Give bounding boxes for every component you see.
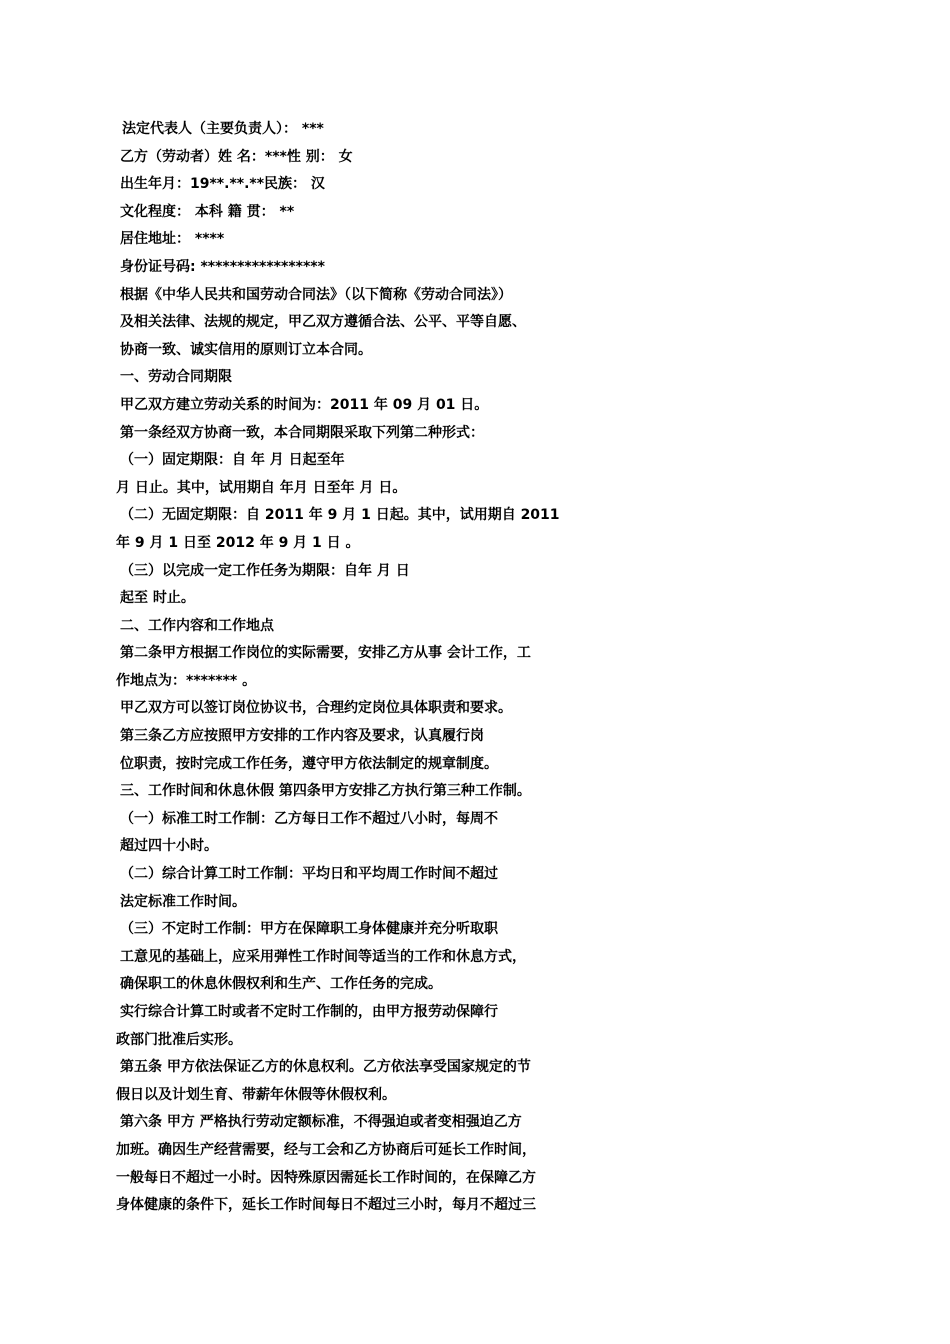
text-line: 月 日止。其中，试用期自 年月 日至年 月 日。 [116, 479, 407, 496]
text-line: 第六条 甲方 严格执行劳动定额标准，不得强迫或者变相强迫乙方 [120, 1114, 522, 1131]
text-line: （三）以完成一定工作任务为期限：自年 月 日 [120, 562, 410, 579]
text-line: 协商一致、诚实信用的原则订立本合同。 [120, 341, 372, 358]
text-line: 二、工作内容和工作地点 [120, 617, 274, 634]
text-line: 及相关法律、法规的规定，甲乙双方遵循合法、公平、平等自愿、 [120, 314, 526, 331]
text-line: 文化程度： 本科 籍 贯： ** [120, 203, 295, 220]
text-line: 作地点为：******* 。 [116, 672, 257, 689]
text-line: 第一条经双方协商一致，本合同期限采取下列第二种形式： [120, 424, 484, 441]
text-line: 第五条 甲方依法保证乙方的休息权利。乙方依法享受国家规定的节 [120, 1059, 531, 1076]
text-line: 起至 时止。 [120, 590, 195, 607]
text-line: 根据《中华人民共和国劳动合同法》（以下简称《劳动合同法》） [120, 286, 512, 303]
text-line: 确保职工的休息休假权利和生产、工作任务的完成。 [120, 976, 442, 993]
text-line: 政部门批准后实形。 [116, 1031, 242, 1048]
text-line: 出生年月：19**.**.**民族： 汉 [120, 176, 325, 193]
text-line: （三）不定时工作制：甲方在保障职工身体健康并充分听取职 [120, 921, 498, 938]
text-line: 位职责，按时完成工作任务，遵守甲方依法制定的规章制度。 [120, 755, 498, 772]
text-line: 居住地址： **** [120, 231, 225, 248]
text-line: （一）标准工时工作制：乙方每日工作不超过八小时，每周不 [120, 810, 498, 827]
text-line: （二）综合计算工时工作制：平均日和平均周工作时间不超过 [120, 866, 498, 883]
text-line: 第二条甲方根据工作岗位的实际需要，安排乙方从事 会计工作，工 [120, 645, 531, 662]
text-line: 甲乙双方建立劳动关系的时间为：2011 年 09 月 01 日。 [120, 396, 489, 413]
text-line: 加班。确因生产经营需要，经与工会和乙方协商后可延长工作时间， [116, 1141, 536, 1158]
text-line: （二）无固定期限：自 2011 年 9 月 1 日起。其中，试用期自 2011 [120, 507, 560, 524]
text-line: 工意见的基础上，应采用弹性工作时间等适当的工作和休息方式， [120, 948, 526, 965]
text-line: 身份证号码: ***************** [120, 258, 325, 275]
text-line: 一、劳动合同期限 [120, 369, 232, 386]
text-line: 第三条乙方应按照甲方安排的工作内容及要求，认真履行岗 [120, 728, 484, 745]
contract-text-body [0, 116, 950, 1220]
text-line: 超过四十小时。 [120, 838, 218, 855]
text-line: 假日以及计划生育、带薪年休假等休假权利。 [116, 1086, 396, 1103]
text-line: 实行综合计算工时或者不定时工作制的，由甲方报劳动保障行 [120, 1004, 498, 1020]
text-line: 年 9 月 1 日至 2012 年 9 月 1 日 。 [116, 534, 360, 551]
text-line: 三、工作时间和休息休假 第四条甲方安排乙方执行第三种工作制。 [120, 783, 531, 800]
text-line: 甲乙双方可以签订岗位协议书，合理约定岗位具体职责和要求。 [120, 700, 512, 717]
text-line: （一）固定期限：自 年 月 日起至年 [120, 452, 345, 469]
text-line: 乙方（劳动者）姓 名：***性 别： 女 [120, 148, 353, 165]
text-line: 法定标准工作时间。 [120, 893, 246, 910]
text-line: 一般每日不超过一小时。因特殊原因需延长工作时间的，在保障乙方 [116, 1169, 536, 1186]
text-line: 法定代表人（主要负责人）： *** [122, 121, 324, 137]
text-line: 身体健康的条件下，延长工作时间每日不超过三小时，每月不超过三 [116, 1197, 536, 1214]
